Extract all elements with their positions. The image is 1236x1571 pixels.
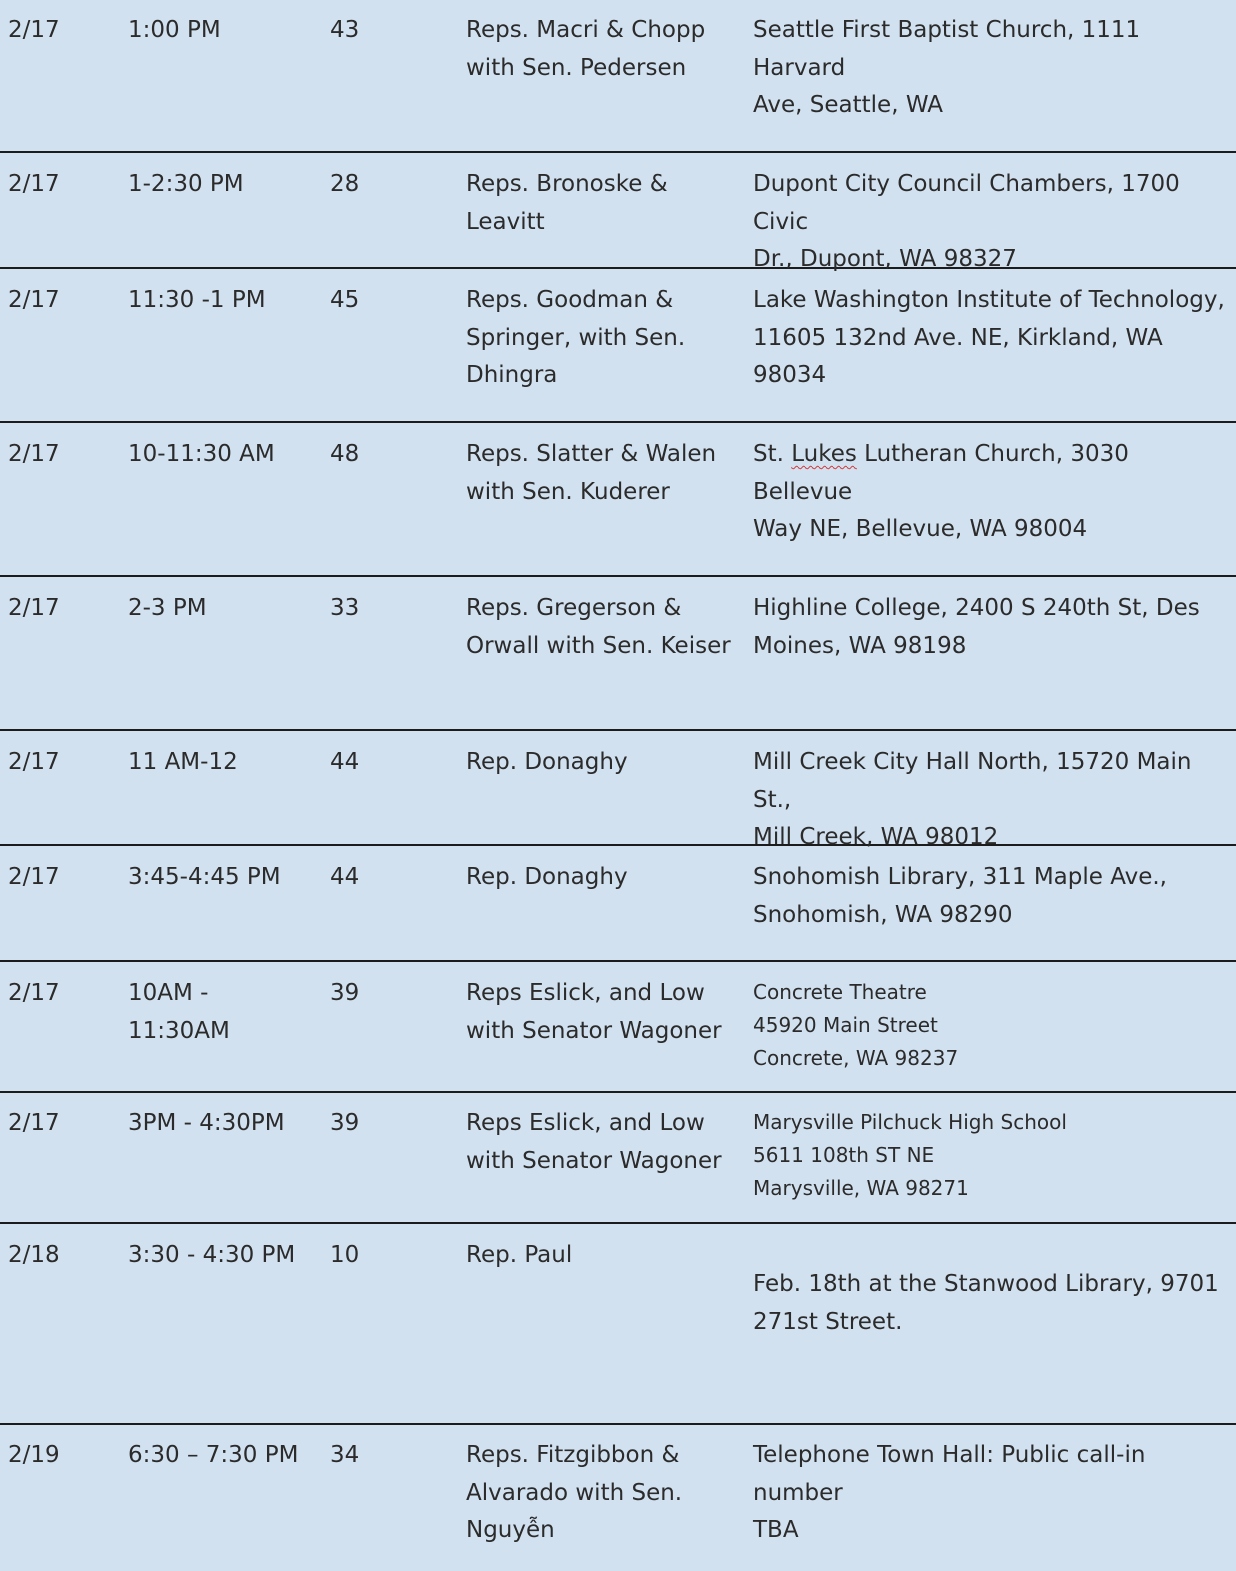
date-cell: 2/17 [8,171,60,197]
hosts-cell: Reps. Bronoske & Leavitt [466,171,668,235]
date-cell: 2/17 [8,287,60,313]
district-cell: 45 [330,287,360,313]
location-cell: Telephone Town Hall: Public call-in number TBA [753,1442,1146,1543]
date-cell: 2/17 [8,17,60,43]
time-cell: 11 AM-12 [128,749,238,775]
district-cell: 10 [330,1242,360,1268]
location-cell: Snohomish Library, 311 Maple Ave., Snohomish, WA 98290 [753,864,1167,928]
time-cell: 10-11:30 AM [128,441,275,467]
table-row [0,153,1236,272]
location-cell: Feb. 18th at the Stanwood Library, 9701 271st Street. [753,1271,1219,1335]
district-cell: 43 [330,17,360,43]
date-cell: 2/17 [8,749,60,775]
location-cell: Lake Washington Institute of Technology, 11605 132nd Ave. NE, Kirkland, WA 98034 [753,287,1225,388]
hosts-cell: Reps. Macri & Chopp with Sen. Pedersen [466,17,706,81]
district-cell: 39 [330,1110,360,1136]
location-text: St. [753,441,792,467]
district-cell: 44 [330,864,360,890]
hosts-cell: Reps Eslick, and Low with Senator Wagoner [466,980,722,1044]
table-row [0,1093,1236,1224]
hosts-cell: Reps Eslick, and Low with Senator Wagoner [466,1110,722,1174]
district-cell: 34 [330,1442,360,1468]
time-cell: 10AM - 11:30AM [128,980,230,1044]
district-cell: 48 [330,441,360,467]
table-row [0,962,1236,1093]
hosts-cell: Rep. Donaghy [466,864,628,890]
spellcheck-flagged-word: Lukes [791,441,857,467]
time-cell: 1:00 PM [128,17,221,43]
district-cell: 28 [330,171,360,197]
location-cell: Mill Creek City Hall North, 15720 Main St., Mill Creek, WA 98012 [753,749,1192,850]
district-cell: 33 [330,595,360,621]
hosts-cell: Reps. Gregerson & Orwall with Sen. Keiser [466,595,731,659]
hosts-cell: Rep. Paul [466,1242,573,1268]
time-cell: 3PM - 4:30PM [128,1110,285,1136]
table-row [0,1425,1236,1571]
time-cell: 1-2:30 PM [128,171,244,197]
time-cell: 2-3 PM [128,595,207,621]
date-cell: 2/17 [8,595,60,621]
location-cell: Concrete Theatre 45920 Main Street Concrete, WA 98237 [753,980,959,1070]
date-cell: 2/17 [8,1110,60,1136]
table-row [0,1224,1236,1425]
date-cell: 2/18 [8,1242,60,1268]
district-cell: 39 [330,980,360,1006]
hosts-cell: Rep. Donaghy [466,749,628,775]
table-row [0,0,1236,153]
location-cell: Highline College, 2400 S 240th St, Des Moines, WA 98198 [753,595,1200,659]
hosts-cell: Reps. Fitzgibbon & Alvarado with Sen. Nguyễn [466,1442,683,1543]
time-cell: 3:30 - 4:30 PM [128,1242,296,1268]
location-text: Lutheran Church, 3030 Bellevue Way NE, Bellevue, WA 98004 [753,441,1129,542]
date-cell: 2/17 [8,864,60,890]
table-row [0,846,1236,962]
time-cell: 11:30 -1 PM [128,287,266,313]
district-cell: 44 [330,749,360,775]
table-row [0,269,1236,423]
location-cell [753,436,1233,549]
hosts-cell: Reps. Slatter & Walen with Sen. Kuderer [466,441,717,505]
time-cell: 6:30 – 7:30 PM [128,1442,299,1468]
location-cell: Marysville Pilchuck High School 5611 108th ST NE Marysville, WA 98271 [753,1110,1067,1200]
date-cell: 2/17 [8,441,60,467]
time-cell: 3:45-4:45 PM [128,864,281,890]
table-row [0,731,1236,850]
table-row [0,423,1236,577]
table-row [0,577,1236,731]
date-cell: 2/19 [8,1442,60,1468]
hosts-cell: Reps. Goodman & Springer, with Sen. Dhingra [466,287,686,388]
location-cell: Dupont City Council Chambers, 1700 Civic Dr., Dupont, WA 98327 [753,171,1180,272]
date-cell: 2/17 [8,980,60,1006]
location-cell: Seattle First Baptist Church, 1111 Harvard Ave, Seattle, WA [753,17,1141,118]
